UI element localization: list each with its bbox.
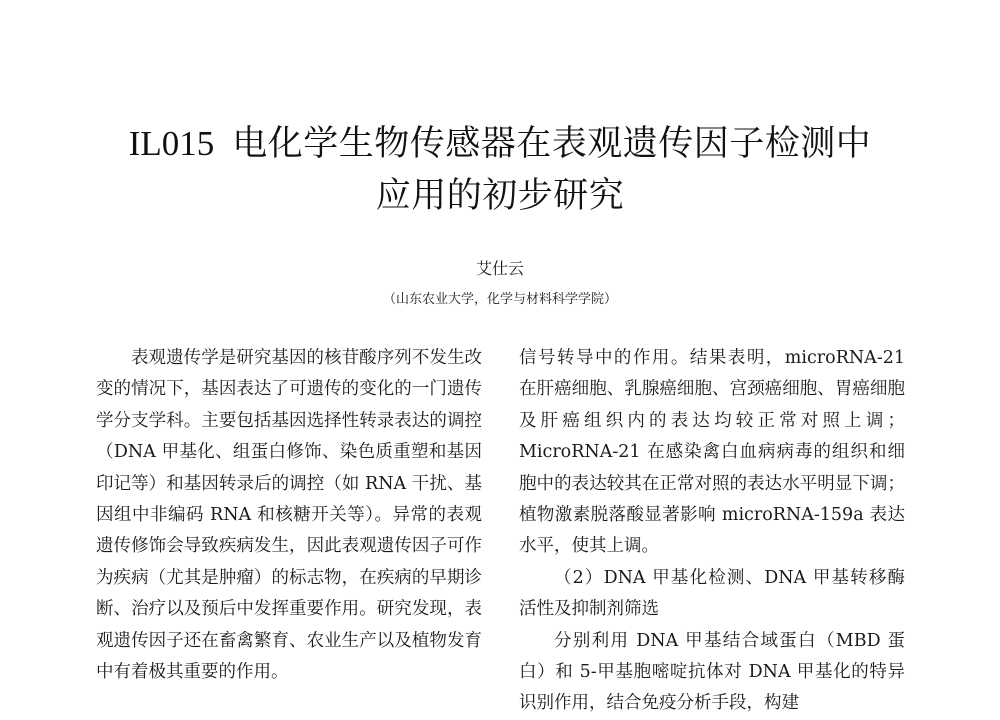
paper-title	[0, 118, 1000, 222]
abstract-code: IL015	[128, 124, 215, 163]
left-column	[96, 343, 482, 688]
author-affiliation: （山东农业大学，化学与材料科学学院）	[382, 292, 617, 307]
title-text-1: 电化学生物传感器在表观遗传因子检测中	[232, 124, 872, 164]
paragraph-dna-methylation: 分别利用 DNA 甲基结合域蛋白（MBD 蛋白）和 5-甲基胞嘧啶抗体对 DNA 甲基化的特异识别作用，结合免疫分析手段，构建	[519, 630, 905, 714]
section-heading-2: （2）DNA 甲基化检测、DNA 甲基转移酶活性及抑制剂筛选	[519, 567, 905, 620]
paragraph-intro: 表观遗传学是研究基因的核苷酸序列不发生改变的情况下，基因表达了可遗传的变化的一门遗传学分支学科。主要包括基因选择性转录表达的调控（DNA 甲基化、组蛋白修饰、染色质重塑和基因印记等）和基因转录后的调控（如 RNA 干扰、基因组中非编码 RNA 和核糖开关等）。异常的表观遗传修饰会导致疾病发生，因此表观遗传因子可作为疾病（尤其是肿瘤）的标志物，在疾病的早期诊断、治疗以及预后中发挥重要作用。研究发现，表观遗传因子还在畜禽繁育、农业生产以及植物发育中有着极其重要的作用。	[96, 348, 482, 683]
paragraph-continued: 信号转导中的作用。结果表明，microRNA-21 在肝癌细胞、乳腺癌细胞、宫颈癌细胞、胃癌细胞及肝癌组织内的表达均较正常对照上调；MicroRNA-21 在感染禽白血病病毒的组织和细胞中的表达较其在正常对照的表达水平明显下调；植物激素脱落酸显著影响 microRNA-159a 表达水平，使其上调。	[519, 348, 905, 557]
right-column	[519, 343, 905, 720]
author-name: 艾仕云	[475, 259, 524, 278]
title-line-1	[0, 118, 1000, 170]
title-line-2: 应用的初步研究	[375, 176, 625, 216]
